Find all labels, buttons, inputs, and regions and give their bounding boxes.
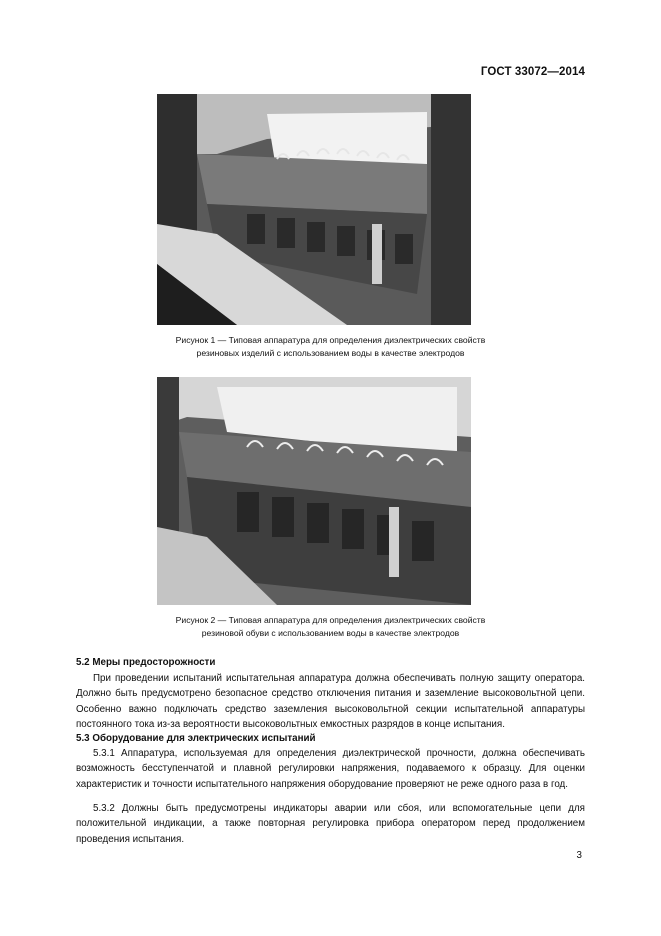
section-5-2-paragraph: При проведении испытаний испытательная аппаратура должна обеспечивать полную защиту оператора. Должно быть предусмотрено безопасное средство отключения питания и заземление высоковольтной цепи. Особенно важно подключать средство заземления высоковольтной секции испытательной аппаратуры постоянного тока из-за вероятности высоковольтных емкостных разрядов в конце испытания.: [76, 673, 585, 731]
figure-2-caption-line-1: Рисунок 2 — Типовая аппаратура для определения диэлектрических свойств: [175, 615, 486, 625]
figure-2-apparatus-image: [157, 377, 471, 605]
page-number: 3: [576, 850, 582, 861]
figure-1-apparatus-image: [157, 94, 471, 325]
section-5-2-heading: 5.2 Меры предосторожности: [76, 657, 216, 668]
figure-1-caption-line-1: Рисунок 1 — Типовая аппаратура для определения диэлектрических свойств: [175, 335, 486, 345]
section-5-3-2-paragraph: 5.3.2 Должны быть предусмотрены индикаторы аварии или сбоя, или вспомогательные цепи для положительной индикации, а также повторная регулировка прибора оператором перед продолжением проведения испытания.: [76, 803, 585, 845]
figure-2-caption: [60, 614, 601, 640]
figure-2-caption-line-2: резиновой обуви с использованием воды в качестве электродов: [201, 628, 460, 638]
document-code-header: ГОСТ 33072—2014: [480, 66, 585, 78]
figure-1-photo: [157, 94, 471, 325]
section-5-3-1-paragraph: 5.3.1 Аппаратура, используемая для определения диэлектрической прочности, должна обеспечивать возможность бесступенчатой и плавной регулировки напряжения, подаваемого к образцу. Для оценки характеристик и точности испытательного напряжения оборудование проверяют не реже одного раза в год.: [76, 748, 585, 790]
figure-2-photo: [157, 377, 471, 605]
figure-1-caption: [60, 334, 601, 360]
section-5-3-heading: 5.3 Оборудование для электрических испытаний: [76, 733, 316, 744]
figure-1-caption-line-2: резиновых изделий с использованием воды в качестве электродов: [196, 348, 465, 358]
